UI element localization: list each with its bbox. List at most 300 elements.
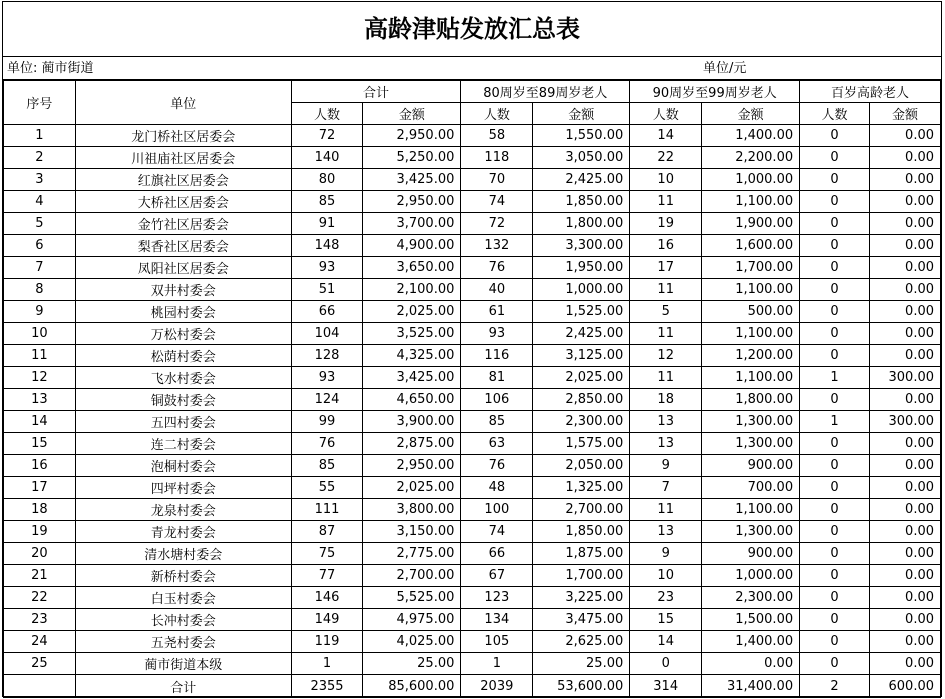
table-cell-c-n: 0 <box>800 147 870 169</box>
table-row <box>4 411 941 433</box>
table-cell-t-a: 3,425.00 <box>363 169 461 191</box>
table-cell-c-n: 0 <box>800 257 870 279</box>
table-cell-t-a: 2,100.00 <box>363 279 461 301</box>
header-group-80-89: 80周岁至89周岁老人 <box>461 81 630 103</box>
table-cell-unit: 梨香社区居委会 <box>75 235 291 257</box>
header-seq: 序号 <box>4 81 76 125</box>
table-cell-a-a: 2,425.00 <box>533 169 630 191</box>
table-cell-unit: 桃园村委会 <box>75 301 291 323</box>
table-cell-a-n: 116 <box>461 345 533 367</box>
table-cell-b-n: 9 <box>630 455 702 477</box>
total-cell: 314 <box>630 675 702 698</box>
total-seq-cell <box>4 675 76 698</box>
table-cell-c-n: 0 <box>800 433 870 455</box>
table-cell-t-a: 4,325.00 <box>363 345 461 367</box>
table-cell-c-a: 0.00 <box>869 345 940 367</box>
table-cell-seq: 10 <box>4 323 76 345</box>
table-cell-a-a: 2,625.00 <box>533 631 630 653</box>
table-cell-t-a: 4,650.00 <box>363 389 461 411</box>
table-cell-a-n: 74 <box>461 521 533 543</box>
table-cell-t-a: 2,025.00 <box>363 477 461 499</box>
table-cell-unit: 新桥村委会 <box>75 565 291 587</box>
table-cell-b-n: 11 <box>630 191 702 213</box>
table-cell-a-a: 1,850.00 <box>533 521 630 543</box>
table-cell-c-n: 0 <box>800 631 870 653</box>
table-cell-b-a: 1,100.00 <box>702 323 800 345</box>
table-cell-c-a: 0.00 <box>869 543 940 565</box>
table-cell-c-a: 0.00 <box>869 477 940 499</box>
total-cell: 2 <box>800 675 870 698</box>
table-cell-c-n: 0 <box>800 521 870 543</box>
table-cell-c-n: 0 <box>800 235 870 257</box>
table-cell-t-a: 2,950.00 <box>363 125 461 147</box>
table-cell-b-n: 22 <box>630 147 702 169</box>
table-cell-t-n: 55 <box>291 477 363 499</box>
table-cell-c-a: 0.00 <box>869 455 940 477</box>
header-group-100: 百岁高龄老人 <box>800 81 941 103</box>
table-cell-a-n: 123 <box>461 587 533 609</box>
table-cell-c-n: 0 <box>800 543 870 565</box>
table-cell-b-a: 1,000.00 <box>702 169 800 191</box>
table-cell-b-a: 500.00 <box>702 301 800 323</box>
total-cell: 2355 <box>291 675 363 698</box>
table-cell-c-a: 0.00 <box>869 521 940 543</box>
table-cell-t-a: 3,650.00 <box>363 257 461 279</box>
table-cell-unit: 五四村委会 <box>75 411 291 433</box>
table-row <box>4 587 941 609</box>
table-cell-b-a: 1,400.00 <box>702 125 800 147</box>
table-cell-a-n: 81 <box>461 367 533 389</box>
table-cell-unit: 蔺市街道本级 <box>75 653 291 675</box>
table-cell-t-n: 91 <box>291 213 363 235</box>
table-cell-a-n: 100 <box>461 499 533 521</box>
table-cell-t-n: 111 <box>291 499 363 521</box>
header-count: 人数 <box>800 103 870 125</box>
total-cell: 85,600.00 <box>363 675 461 698</box>
table-cell-c-a: 0.00 <box>869 653 940 675</box>
table-cell-seq: 14 <box>4 411 76 433</box>
table-cell-a-n: 118 <box>461 147 533 169</box>
table-cell-t-n: 76 <box>291 433 363 455</box>
table-cell-b-a: 900.00 <box>702 455 800 477</box>
table-cell-seq: 13 <box>4 389 76 411</box>
total-cell: 2039 <box>461 675 533 698</box>
table-cell-a-a: 1,850.00 <box>533 191 630 213</box>
table-cell-b-a: 1,600.00 <box>702 235 800 257</box>
table-cell-c-a: 0.00 <box>869 609 940 631</box>
table-cell-b-a: 1,200.00 <box>702 345 800 367</box>
table-cell-c-n: 0 <box>800 125 870 147</box>
table-row <box>4 345 941 367</box>
table-cell-b-n: 10 <box>630 169 702 191</box>
table-cell-a-a: 1,800.00 <box>533 213 630 235</box>
table-cell-b-n: 11 <box>630 279 702 301</box>
table-cell-t-a: 2,775.00 <box>363 543 461 565</box>
table-row <box>4 477 941 499</box>
header-amount: 金额 <box>533 103 630 125</box>
table-cell-t-a: 5,525.00 <box>363 587 461 609</box>
unit-right-label: 单位/元 <box>703 61 747 76</box>
table-cell-a-n: 132 <box>461 235 533 257</box>
table-cell-a-a: 1,575.00 <box>533 433 630 455</box>
table-cell-t-n: 93 <box>291 367 363 389</box>
table-row <box>4 499 941 521</box>
table-cell-b-n: 17 <box>630 257 702 279</box>
table-cell-c-a: 0.00 <box>869 191 940 213</box>
table-row <box>4 631 941 653</box>
table-cell-unit: 双井村委会 <box>75 279 291 301</box>
table-cell-a-a: 1,525.00 <box>533 301 630 323</box>
table-cell-t-n: 66 <box>291 301 363 323</box>
table-cell-unit: 龙泉村委会 <box>75 499 291 521</box>
table-cell-seq: 4 <box>4 191 76 213</box>
total-label: 合计 <box>75 675 291 698</box>
table-cell-seq: 24 <box>4 631 76 653</box>
table-cell-c-n: 1 <box>800 411 870 433</box>
table-cell-c-n: 0 <box>800 301 870 323</box>
table-cell-t-n: 93 <box>291 257 363 279</box>
table-cell-c-n: 0 <box>800 279 870 301</box>
table-cell-b-a: 1,100.00 <box>702 279 800 301</box>
table-cell-c-a: 0.00 <box>869 257 940 279</box>
table-cell-t-n: 51 <box>291 279 363 301</box>
table-cell-a-n: 74 <box>461 191 533 213</box>
table-cell-t-n: 99 <box>291 411 363 433</box>
table-cell-b-n: 18 <box>630 389 702 411</box>
table-cell-seq: 7 <box>4 257 76 279</box>
table-cell-a-a: 2,425.00 <box>533 323 630 345</box>
table-row <box>4 191 941 213</box>
table-row <box>4 521 941 543</box>
table-cell-seq: 20 <box>4 543 76 565</box>
table-cell-a-n: 66 <box>461 543 533 565</box>
table-cell-t-a: 2,875.00 <box>363 433 461 455</box>
header-count: 人数 <box>461 103 533 125</box>
table-cell-t-a: 4,900.00 <box>363 235 461 257</box>
table-cell-t-a: 25.00 <box>363 653 461 675</box>
table-cell-c-n: 0 <box>800 477 870 499</box>
table-cell-c-a: 0.00 <box>869 169 940 191</box>
table-cell-a-n: 70 <box>461 169 533 191</box>
table-cell-b-a: 700.00 <box>702 477 800 499</box>
table-cell-b-n: 11 <box>630 323 702 345</box>
header-group-total: 合计 <box>291 81 461 103</box>
table-cell-seq: 22 <box>4 587 76 609</box>
table-row <box>4 147 941 169</box>
table-cell-c-a: 300.00 <box>869 411 940 433</box>
table-cell-seq: 16 <box>4 455 76 477</box>
table-cell-seq: 19 <box>4 521 76 543</box>
table-cell-a-a: 2,025.00 <box>533 367 630 389</box>
table-cell-c-n: 0 <box>800 609 870 631</box>
table-cell-t-a: 2,950.00 <box>363 455 461 477</box>
table-cell-c-a: 0.00 <box>869 279 940 301</box>
table-cell-b-n: 12 <box>630 345 702 367</box>
table-cell-unit: 青龙村委会 <box>75 521 291 543</box>
table-cell-b-a: 1,700.00 <box>702 257 800 279</box>
table-cell-unit: 五尧村委会 <box>75 631 291 653</box>
table-cell-unit: 凤阳社区居委会 <box>75 257 291 279</box>
table-cell-b-n: 14 <box>630 125 702 147</box>
table-cell-c-n: 0 <box>800 389 870 411</box>
table-cell-seq: 12 <box>4 367 76 389</box>
table-cell-a-a: 25.00 <box>533 653 630 675</box>
unit-row <box>3 57 941 80</box>
table-cell-b-a: 1,300.00 <box>702 521 800 543</box>
table-cell-b-a: 900.00 <box>702 543 800 565</box>
table-cell-c-n: 0 <box>800 323 870 345</box>
table-cell-t-n: 87 <box>291 521 363 543</box>
table-cell-a-n: 61 <box>461 301 533 323</box>
table-cell-a-a: 3,300.00 <box>533 235 630 257</box>
table-cell-a-n: 40 <box>461 279 533 301</box>
table-row <box>4 125 941 147</box>
table-cell-t-a: 4,975.00 <box>363 609 461 631</box>
table-cell-seq: 15 <box>4 433 76 455</box>
table-cell-unit: 大桥社区居委会 <box>75 191 291 213</box>
table-cell-unit: 龙门桥社区居委会 <box>75 125 291 147</box>
table-cell-a-a: 2,050.00 <box>533 455 630 477</box>
table-cell-a-a: 2,850.00 <box>533 389 630 411</box>
table-cell-t-n: 146 <box>291 587 363 609</box>
header-amount: 金额 <box>869 103 940 125</box>
total-cell: 31,400.00 <box>702 675 800 698</box>
table-cell-c-n: 0 <box>800 565 870 587</box>
table-cell-a-n: 105 <box>461 631 533 653</box>
table-row <box>4 543 941 565</box>
table-row <box>4 213 941 235</box>
table-row <box>4 235 941 257</box>
table-cell-b-a: 1,100.00 <box>702 499 800 521</box>
table-cell-t-n: 85 <box>291 191 363 213</box>
table-cell-b-a: 0.00 <box>702 653 800 675</box>
table-cell-b-a: 1,100.00 <box>702 367 800 389</box>
table-cell-seq: 17 <box>4 477 76 499</box>
table-cell-unit: 泡桐村委会 <box>75 455 291 477</box>
table-cell-t-n: 77 <box>291 565 363 587</box>
table-cell-b-n: 13 <box>630 433 702 455</box>
table-cell-t-a: 3,800.00 <box>363 499 461 521</box>
summary-table <box>3 80 941 698</box>
table-cell-seq: 3 <box>4 169 76 191</box>
table-cell-a-a: 1,700.00 <box>533 565 630 587</box>
table-cell-a-a: 3,225.00 <box>533 587 630 609</box>
table-cell-t-a: 3,700.00 <box>363 213 461 235</box>
table-cell-c-n: 0 <box>800 499 870 521</box>
table-cell-t-n: 75 <box>291 543 363 565</box>
table-cell-t-a: 2,700.00 <box>363 565 461 587</box>
table-cell-b-n: 10 <box>630 565 702 587</box>
header-unit: 单位 <box>75 81 291 125</box>
table-cell-a-n: 85 <box>461 411 533 433</box>
table-cell-c-n: 0 <box>800 455 870 477</box>
table-cell-seq: 23 <box>4 609 76 631</box>
table-cell-a-a: 1,325.00 <box>533 477 630 499</box>
total-row <box>4 675 941 698</box>
table-cell-c-a: 0.00 <box>869 213 940 235</box>
page-title: 高龄津贴发放汇总表 <box>3 2 941 57</box>
table-cell-a-n: 72 <box>461 213 533 235</box>
table-cell-b-n: 13 <box>630 411 702 433</box>
table-row <box>4 323 941 345</box>
table-cell-c-a: 0.00 <box>869 235 940 257</box>
total-cell: 53,600.00 <box>533 675 630 698</box>
table-cell-c-n: 0 <box>800 345 870 367</box>
table-cell-a-n: 93 <box>461 323 533 345</box>
table-cell-c-n: 0 <box>800 169 870 191</box>
table-cell-c-a: 0.00 <box>869 147 940 169</box>
table-row <box>4 653 941 675</box>
table-cell-b-a: 2,200.00 <box>702 147 800 169</box>
table-cell-seq: 1 <box>4 125 76 147</box>
table-cell-c-a: 0.00 <box>869 631 940 653</box>
table-cell-b-a: 1,900.00 <box>702 213 800 235</box>
table-cell-c-n: 0 <box>800 653 870 675</box>
table-row <box>4 565 941 587</box>
table-cell-b-n: 19 <box>630 213 702 235</box>
table-cell-t-a: 5,250.00 <box>363 147 461 169</box>
table-row <box>4 609 941 631</box>
table-cell-seq: 25 <box>4 653 76 675</box>
table-cell-a-a: 3,475.00 <box>533 609 630 631</box>
table-cell-b-n: 16 <box>630 235 702 257</box>
table-cell-unit: 长冲村委会 <box>75 609 291 631</box>
table-cell-seq: 8 <box>4 279 76 301</box>
table-cell-a-a: 3,125.00 <box>533 345 630 367</box>
table-cell-unit: 万松村委会 <box>75 323 291 345</box>
table-cell-unit: 清水塘村委会 <box>75 543 291 565</box>
table-cell-unit: 白玉村委会 <box>75 587 291 609</box>
table-cell-unit: 铜鼓村委会 <box>75 389 291 411</box>
table-cell-unit: 飞水村委会 <box>75 367 291 389</box>
table-cell-c-n: 0 <box>800 587 870 609</box>
table-cell-c-a: 0.00 <box>869 587 940 609</box>
header-count: 人数 <box>291 103 363 125</box>
table-cell-b-n: 11 <box>630 367 702 389</box>
table-cell-a-n: 48 <box>461 477 533 499</box>
table-cell-c-n: 1 <box>800 367 870 389</box>
table-cell-b-n: 9 <box>630 543 702 565</box>
table-cell-seq: 5 <box>4 213 76 235</box>
table-cell-b-n: 13 <box>630 521 702 543</box>
table-cell-a-a: 1,950.00 <box>533 257 630 279</box>
table-cell-a-n: 106 <box>461 389 533 411</box>
table-row <box>4 455 941 477</box>
table-cell-b-a: 1,500.00 <box>702 609 800 631</box>
table-cell-c-a: 0.00 <box>869 389 940 411</box>
table-cell-seq: 9 <box>4 301 76 323</box>
table-cell-t-n: 104 <box>291 323 363 345</box>
table-row <box>4 367 941 389</box>
table-cell-t-a: 3,900.00 <box>363 411 461 433</box>
table-row <box>4 433 941 455</box>
header-amount: 金额 <box>363 103 461 125</box>
table-cell-t-a: 4,025.00 <box>363 631 461 653</box>
table-cell-seq: 18 <box>4 499 76 521</box>
table-cell-c-a: 0.00 <box>869 125 940 147</box>
table-cell-seq: 11 <box>4 345 76 367</box>
table-cell-b-a: 1,300.00 <box>702 411 800 433</box>
table-cell-unit: 连二村委会 <box>75 433 291 455</box>
table-cell-unit: 金竹社区居委会 <box>75 213 291 235</box>
table-cell-seq: 2 <box>4 147 76 169</box>
header-count: 人数 <box>630 103 702 125</box>
table-cell-a-a: 3,050.00 <box>533 147 630 169</box>
table-cell-b-a: 1,000.00 <box>702 565 800 587</box>
table-row <box>4 169 941 191</box>
unit-left-label: 单位: 蔺市街道 <box>7 61 94 76</box>
table-cell-t-n: 119 <box>291 631 363 653</box>
table-cell-c-a: 0.00 <box>869 565 940 587</box>
table-cell-c-n: 0 <box>800 191 870 213</box>
table-cell-t-a: 3,150.00 <box>363 521 461 543</box>
table-cell-t-n: 80 <box>291 169 363 191</box>
table-cell-b-a: 1,800.00 <box>702 389 800 411</box>
table-cell-t-n: 124 <box>291 389 363 411</box>
table-cell-b-n: 15 <box>630 609 702 631</box>
table-cell-unit: 松荫村委会 <box>75 345 291 367</box>
table-cell-b-n: 5 <box>630 301 702 323</box>
table-cell-t-a: 3,525.00 <box>363 323 461 345</box>
table-cell-seq: 6 <box>4 235 76 257</box>
table-row <box>4 279 941 301</box>
table-cell-seq: 21 <box>4 565 76 587</box>
table-cell-t-n: 85 <box>291 455 363 477</box>
table-cell-b-n: 11 <box>630 499 702 521</box>
table-cell-t-n: 72 <box>291 125 363 147</box>
table-cell-t-a: 2,025.00 <box>363 301 461 323</box>
table-cell-a-n: 134 <box>461 609 533 631</box>
table-cell-a-a: 1,000.00 <box>533 279 630 301</box>
table-row <box>4 257 941 279</box>
table-cell-t-n: 148 <box>291 235 363 257</box>
table-cell-b-n: 7 <box>630 477 702 499</box>
table-cell-b-a: 2,300.00 <box>702 587 800 609</box>
table-cell-unit: 红旗社区居委会 <box>75 169 291 191</box>
table-cell-c-a: 0.00 <box>869 499 940 521</box>
table-cell-a-n: 58 <box>461 125 533 147</box>
table-cell-a-n: 1 <box>461 653 533 675</box>
table-cell-a-a: 2,700.00 <box>533 499 630 521</box>
table-cell-a-n: 63 <box>461 433 533 455</box>
table-cell-t-n: 128 <box>291 345 363 367</box>
table-cell-b-n: 0 <box>630 653 702 675</box>
table-cell-b-a: 1,400.00 <box>702 631 800 653</box>
table-cell-unit: 川祖庙社区居委会 <box>75 147 291 169</box>
table-cell-t-n: 140 <box>291 147 363 169</box>
table-cell-c-a: 0.00 <box>869 301 940 323</box>
table-cell-t-n: 149 <box>291 609 363 631</box>
table-row <box>4 301 941 323</box>
table-cell-c-a: 300.00 <box>869 367 940 389</box>
table-cell-a-n: 76 <box>461 257 533 279</box>
table-cell-b-n: 23 <box>630 587 702 609</box>
table-cell-c-a: 0.00 <box>869 433 940 455</box>
table-cell-a-a: 1,550.00 <box>533 125 630 147</box>
table-cell-b-a: 1,100.00 <box>702 191 800 213</box>
total-cell: 600.00 <box>869 675 940 698</box>
table-cell-a-n: 76 <box>461 455 533 477</box>
table-cell-a-n: 67 <box>461 565 533 587</box>
header-amount: 金额 <box>702 103 800 125</box>
table-cell-t-a: 3,425.00 <box>363 367 461 389</box>
table-cell-t-a: 2,950.00 <box>363 191 461 213</box>
table-row <box>4 389 941 411</box>
table-cell-b-n: 14 <box>630 631 702 653</box>
table-cell-unit: 四坪村委会 <box>75 477 291 499</box>
spreadsheet <box>2 1 942 697</box>
table-cell-c-n: 0 <box>800 213 870 235</box>
